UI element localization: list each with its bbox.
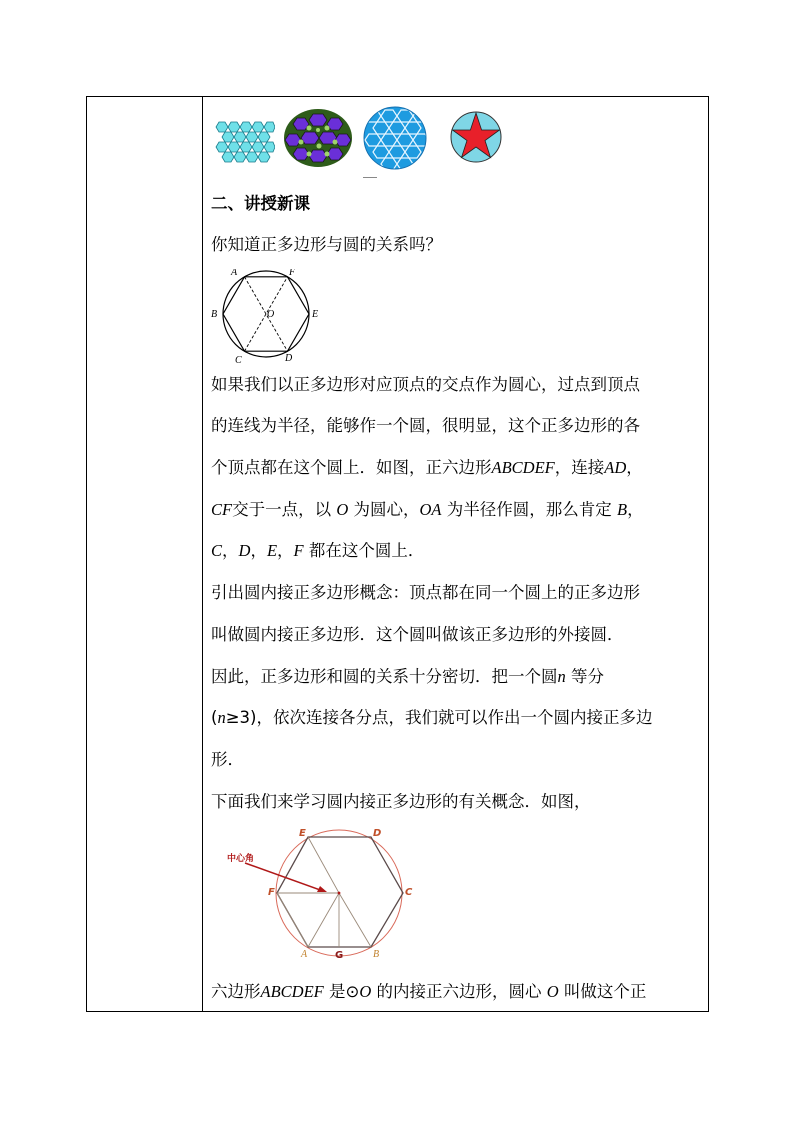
label-A: A [231,269,238,278]
paragraph1-line3: 个顶点都在这个圆上．如图，正六边形ABCDEF，连接AD， [211,458,643,477]
fig2-label-D: D [373,828,382,839]
label-O: O [267,309,275,320]
fig2-label-F: F [268,887,275,898]
fig2-label-E: E [299,828,306,839]
central-angle-annotation: 中心角 [227,854,255,864]
fig2-label-B: B [373,949,380,960]
label-C: C [235,355,242,365]
column-divider [202,97,203,1011]
honeycomb-tiling-picture [215,120,275,164]
label-E: E [312,309,319,320]
paragraph2-line2: 叫做圆内接正多边形．这个圆叫做该正多边形的外接圆． [211,625,624,644]
central-angle-figure [223,825,423,965]
paragraph4-line: 下面我们来学习圆内接正多边形的有关概念．如图， [211,792,591,811]
fig2-label-C: C [405,887,413,898]
paragraph1-line2: 的连线为半径，能够作一个圆，很明显，这个正多边形的各 [211,416,640,435]
paragraph3-line3: 形． [211,750,244,769]
question-text: 你知道正多边形与圆的关系吗？ [211,235,442,254]
paragraph3-line1: 因此，正多边形和圆的关系十分密切．把一个圆n 等分 [211,667,604,686]
lesson-table [86,96,709,1012]
hexagon-in-circle-figure [211,269,331,365]
label-D: D [285,353,293,364]
star-in-circle-picture [449,110,503,164]
label-B: B [211,309,218,320]
octagon-square-tiling-picture [283,108,353,168]
paragraph5-line: 六边形ABCDEF 是⊙O 的内接正六边形，圆心 O 叫做这个正 [211,982,647,1001]
fig2-label-G: G [335,950,344,961]
paragraph3-line2: (n≥3)，依次连接各分点，我们就可以作出一个圆内接正多边 [211,708,653,727]
paragraph1-line5: C，D，E，F 都在这个圆上． [211,541,425,560]
small-dash [363,177,377,178]
label-F: F [289,269,296,278]
paragraph1-line1: 如果我们以正多边形对应顶点的交点作为圆心，过点到顶点 [211,375,640,394]
tiling-pictures [211,106,511,170]
hexagon-circle-tiling-picture [363,106,427,170]
fig2-label-A: A [301,949,308,960]
section-heading: 二、讲授新课 [211,194,310,213]
paragraph1-line4: CF交于一点，以 O 为圆心，OA 为半径作圆，那么肯定 B， [211,500,644,519]
paragraph2-line1: 引出圆内接正多边形概念：顶点都在同一个圆上的正多边形 [211,583,640,602]
